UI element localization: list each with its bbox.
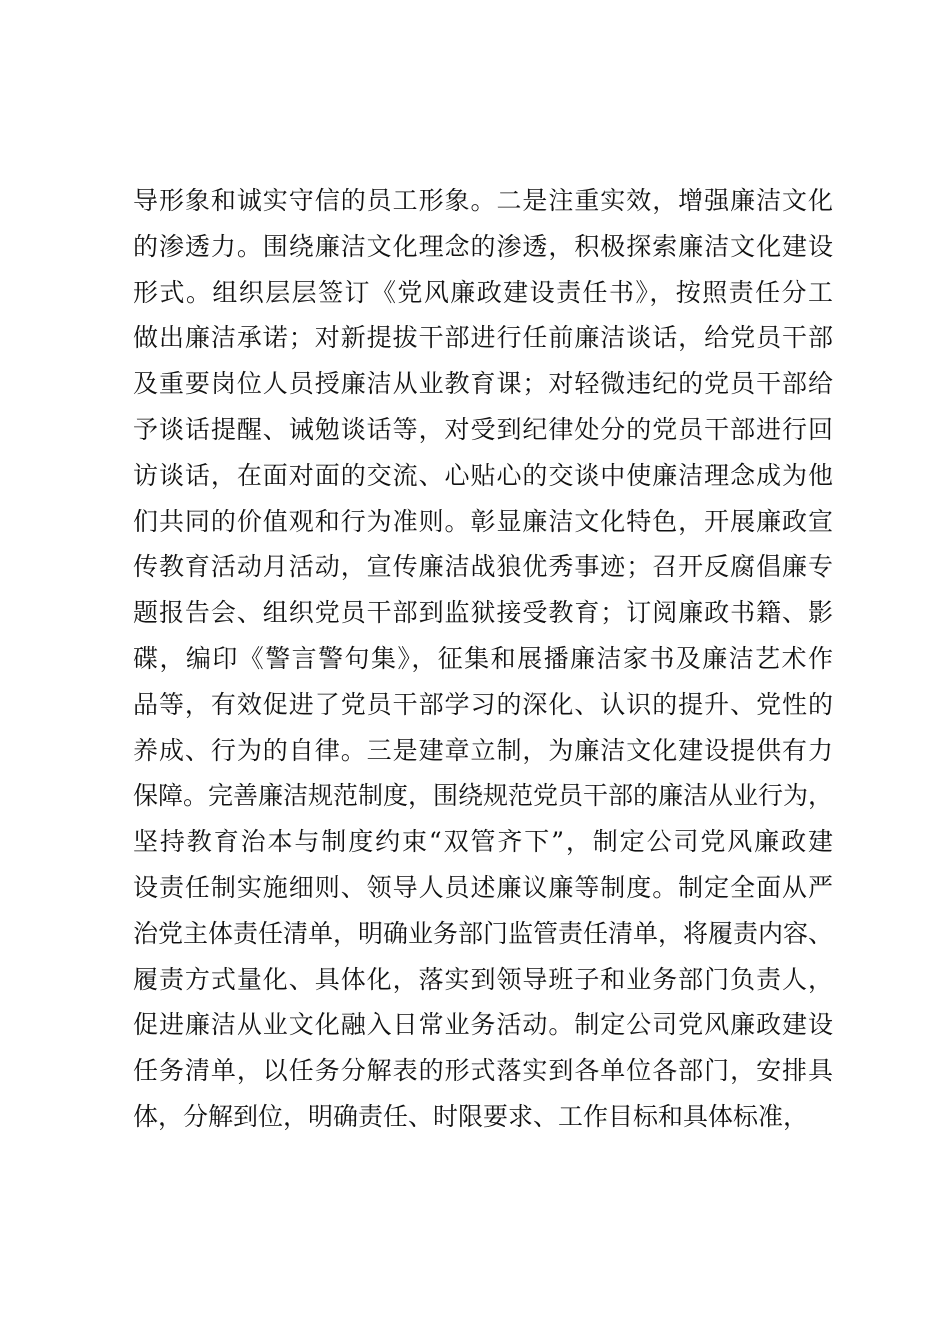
text-line: 及重要岗位人员授廉洁从业教育课；对轻微违纪的党员干部给 (133, 369, 833, 399)
text-line: 们共同的价值观和行为准则。彰显廉洁文化特色，开展廉政宣 (133, 506, 833, 536)
text-line: 碟，编印《警言警句集》，征集和展播廉洁家书及廉洁艺术作 (133, 643, 833, 673)
body-paragraph (133, 178, 833, 1140)
text-line: 题报告会、组织党员干部到监狱接受教育；订阅廉政书籍、影 (133, 598, 833, 628)
text-line: 导形象和诚实守信的员工形象。二是注重实效，增强廉洁文化 (133, 186, 833, 215)
text-line: 做出廉洁承诺；对新提拔干部进行任前廉洁谈话，给党员干部 (133, 323, 833, 353)
text-line: 设责任制实施细则、领导人员述廉议廉等制度。制定全面从严 (133, 872, 833, 902)
text-line: 保障。完善廉洁规范制度，围绕规范党员干部的廉洁从业行为， (133, 781, 834, 811)
text-line: 治党主体责任清单，明确业务部门监管责任清单，将履责内容、 (133, 918, 834, 948)
text-line: 予谈话提醒、诫勉谈话等，对受到纪律处分的党员干部进行回 (133, 414, 833, 444)
text-line: 形式。组织层层签订《党风廉政建设责任书》，按照责任分工 (133, 277, 833, 307)
text-line: 体，分解到位，明确责任、时限要求、工作目标和具体标准， (133, 1101, 809, 1131)
text-line: 任务清单，以任务分解表的形式落实到各单位各部门，安排具 (133, 1056, 833, 1086)
text-line: 促进廉洁从业文化融入日常业务活动。制定公司党风廉政建设 (133, 1010, 833, 1040)
text-line: 养成、行为的自律。三是建章立制，为廉洁文化建设提供有力 (133, 735, 833, 765)
text-line: 访谈话，在面对面的交流、心贴心的交谈中使廉洁理念成为他 (133, 460, 833, 490)
text-line: 履责方式量化、具体化，落实到领导班子和业务部门负责人， (133, 964, 833, 994)
text-line: 品等，有效促进了党员干部学习的深化、认识的提升、党性的 (133, 689, 833, 719)
text-line: 的渗透力。围绕廉洁文化理念的渗透，积极探索廉洁文化建设 (133, 231, 833, 261)
text-line: 传教育活动月活动，宣传廉洁战狼优秀事迹；召开反腐倡廉专 (133, 552, 833, 582)
text-line: 坚持教育治本与制度约束“双管齐下”，制定公司党风廉政建 (133, 827, 833, 857)
